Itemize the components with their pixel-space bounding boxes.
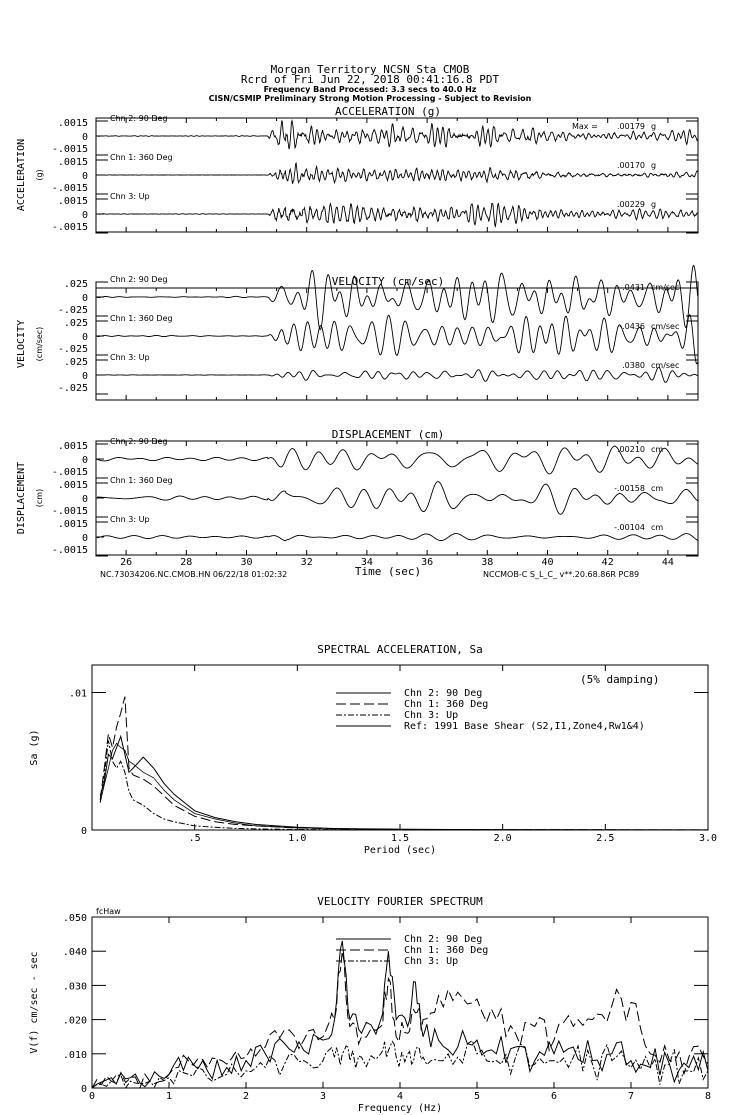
trace-max-unit: cm	[651, 523, 664, 532]
x-tick-label: 32	[300, 557, 313, 568]
trace-max-unit: g	[651, 161, 657, 170]
waveform-trace	[97, 315, 698, 364]
y-tick-top: .0015	[57, 441, 88, 452]
scale-bracket	[96, 522, 108, 556]
y-tick-top: .0015	[57, 196, 88, 207]
x-tick-label: 36	[421, 557, 434, 568]
y-tick-label: 0	[80, 1084, 87, 1095]
legend-label: Chn 2: 90 Deg	[404, 934, 483, 945]
panel-title: VELOCITY (cm/sec)	[331, 275, 445, 288]
x-tick-label: 44	[661, 557, 674, 568]
waveform-trace	[97, 120, 698, 149]
legend-label: Ref: 1991 Base Shear (S2,I1,Zone4,Rw1&4)	[404, 721, 645, 732]
y-tick-zero: 0	[81, 171, 88, 182]
y-tick-label: .040	[62, 947, 87, 959]
trace-max-unit: g	[651, 122, 657, 131]
trace-label: Chn 1: 360 Deg	[110, 314, 173, 323]
scale-bracket	[96, 160, 108, 194]
y-tick-label: .01	[68, 688, 87, 700]
legend-label: Chn 1: 360 Deg	[404, 945, 489, 956]
x-tick-label: 3	[319, 1091, 327, 1102]
x-tick-label: 1.5	[390, 833, 410, 844]
scale-bracket	[96, 121, 108, 155]
y-tick-top: .025	[63, 357, 88, 368]
velocity-fourier-spectrum-chart	[29, 895, 711, 1114]
waveform-trace	[97, 203, 698, 226]
x-tick-label: 2.5	[596, 833, 615, 844]
time-history-panels	[16, 105, 698, 556]
x-tick-label: 4	[396, 1091, 404, 1102]
y-axis-label: Sa (g)	[29, 729, 40, 766]
waveform-trace	[97, 482, 698, 515]
y-tick-top: .025	[63, 279, 88, 290]
x-tick-label: 42	[601, 557, 614, 568]
legend-label: Chn 3: Up	[404, 956, 459, 967]
x-tick-label: 30	[240, 557, 253, 568]
legend-label: Chn 3: Up	[404, 710, 459, 721]
y-axis-unit: (g)	[35, 169, 44, 181]
y-tick-label: .030	[62, 981, 87, 993]
y-tick-bottom: -.0015	[51, 183, 88, 194]
x-tick-label: 34	[360, 557, 373, 568]
scale-bracket-right	[686, 444, 698, 478]
y-axis-unit: (cm/sec)	[35, 326, 44, 362]
panel-title: ACCELERATION (g)	[335, 105, 441, 118]
x-tick-label: 28	[180, 557, 193, 568]
time-axis-label: Time (sec)	[354, 565, 422, 578]
trace-max-value: .00179	[617, 122, 645, 131]
waveform-trace	[97, 163, 698, 184]
trace-label: Chn 3: Up	[110, 353, 150, 362]
trace-max-value: -.0436	[619, 322, 645, 331]
y-tick-zero: 0	[81, 210, 88, 221]
y-tick-bottom: -.0015	[51, 506, 88, 517]
y-tick-bottom: -.0015	[51, 222, 88, 233]
series-line-2	[92, 1041, 708, 1088]
panel-velocity	[16, 266, 698, 401]
trace-label: Chn 1: 360 Deg	[110, 153, 173, 162]
header-station: Morgan Territory NCSN Sta CMOB	[270, 63, 470, 76]
trace-max-unit: cm	[651, 445, 664, 454]
series-line-3	[100, 743, 708, 830]
y-tick-top: .0015	[57, 118, 88, 129]
y-tick-top: .0015	[57, 480, 88, 491]
plot-frame	[92, 917, 708, 1088]
trace-max-value: -.00104	[614, 523, 645, 532]
trace-max-value: .00210	[617, 445, 645, 454]
y-tick-zero: 0	[81, 332, 88, 343]
corner-label: fcHaw	[96, 907, 121, 916]
trace-max-value: -.0431	[619, 283, 645, 292]
x-tick-label: 8	[704, 1091, 712, 1102]
footer-right: NCCMOB-C S_L_C_ v**.20.68.86R PC89	[483, 570, 640, 579]
chart-title: VELOCITY FOURIER SPECTRUM	[317, 895, 483, 908]
x-tick-label: 2.0	[493, 833, 512, 844]
y-tick-zero: 0	[81, 371, 88, 382]
trace-label: Chn 2: 90 Deg	[110, 437, 168, 446]
y-axis-label: VELOCITY	[16, 319, 27, 369]
x-axis-label: Frequency (Hz)	[357, 1103, 443, 1114]
trace-max-value: .00170	[617, 161, 645, 170]
x-tick-label: 1.0	[288, 833, 307, 844]
scale-bracket-right	[686, 282, 698, 316]
header	[209, 63, 532, 103]
scale-bracket	[96, 321, 108, 355]
trace-max-unit: cm/sec	[651, 322, 680, 331]
trace-max-value: -.00158	[614, 484, 645, 493]
panel-acceleration	[16, 105, 698, 233]
spectral-acceleration-chart	[29, 643, 717, 856]
x-tick-label: 7	[627, 1091, 635, 1102]
scale-bracket-right	[686, 160, 698, 194]
legend-label: Chn 2: 90 Deg	[404, 688, 483, 699]
series-line-0	[92, 941, 708, 1088]
y-tick-zero: 0	[81, 293, 88, 304]
damping-note: (5% damping)	[580, 673, 660, 686]
y-tick-label: .010	[62, 1049, 87, 1061]
trace-label: Chn 2: 90 Deg	[110, 114, 168, 123]
scale-bracket	[96, 483, 108, 517]
chart-title: SPECTRAL ACCELERATION, Sa	[317, 643, 483, 656]
header-record-time: Rcrd of Fri Jun 22, 2018 00:41:16.8 PDT	[240, 73, 500, 86]
scale-bracket-right	[686, 360, 698, 394]
x-tick-label: 5	[473, 1091, 481, 1102]
trace-max-unit: cm/sec	[651, 361, 680, 370]
x-tick-label: 1	[165, 1091, 173, 1102]
x-tick-label: 0	[88, 1091, 96, 1102]
y-tick-bottom: -.0015	[51, 467, 88, 478]
x-tick-label: 6	[550, 1091, 558, 1102]
trace-label: Chn 3: Up	[110, 515, 150, 524]
trace-max-value: .0380	[622, 361, 645, 370]
waveform-trace	[97, 534, 698, 541]
max-prefix: Max =	[572, 122, 598, 131]
y-tick-top: .025	[63, 318, 88, 329]
series-line-0	[100, 737, 708, 830]
trace-label: Chn 3: Up	[110, 192, 150, 201]
x-tick-label: 26	[120, 557, 133, 568]
y-tick-zero: 0	[81, 132, 88, 143]
y-tick-zero: 0	[81, 533, 88, 544]
scale-bracket	[96, 282, 108, 316]
y-tick-bottom: -.0015	[51, 545, 88, 556]
panel-displacement	[16, 428, 698, 556]
x-tick-label: 40	[541, 557, 554, 568]
y-tick-bottom: -.0015	[51, 144, 88, 155]
y-tick-bottom: -.025	[57, 344, 88, 355]
y-tick-label: .020	[62, 1015, 87, 1027]
legend-label: Chn 1: 360 Deg	[404, 699, 489, 710]
y-tick-bottom: -.025	[57, 305, 88, 316]
y-axis-unit: (cm)	[35, 488, 44, 508]
x-axis-label: Period (sec)	[363, 845, 437, 856]
x-tick-label: 3.0	[698, 833, 718, 844]
y-tick-zero: 0	[81, 455, 88, 466]
y-tick-top: .0015	[57, 519, 88, 530]
scale-bracket	[96, 199, 108, 233]
panel-title: DISPLACEMENT (cm)	[331, 428, 445, 441]
trace-label: Chn 1: 360 Deg	[110, 476, 173, 485]
y-tick-label: 0	[80, 826, 87, 837]
y-axis-label: V(f) cm/sec - sec	[29, 951, 40, 1054]
y-tick-zero: 0	[81, 494, 88, 505]
y-tick-label: .050	[62, 913, 87, 924]
x-tick-label: 2	[242, 1091, 250, 1102]
trace-label: Chn 2: 90 Deg	[110, 275, 168, 284]
trace-max-unit: cm/sec	[651, 283, 680, 292]
scale-bracket	[96, 360, 108, 394]
waveform-trace	[97, 367, 698, 382]
header-processing-note: CISN/CSMIP Preliminary Strong Motion Processing - Subject to Revision	[208, 94, 532, 103]
footer-left: NC.73034206.NC.CMOB.HN 06/22/18 01:02:32	[100, 570, 288, 579]
trace-max-unit: cm	[651, 484, 664, 493]
plot-frame	[92, 665, 708, 830]
trace-max-unit: g	[651, 200, 657, 209]
scale-bracket-right	[686, 199, 698, 233]
y-tick-top: .0015	[57, 157, 88, 168]
x-tick-label: 38	[481, 557, 494, 568]
y-axis-label: DISPLACEMENT	[16, 461, 27, 535]
x-tick-label: .5	[188, 833, 201, 844]
series-line-2	[100, 741, 708, 830]
waveform-trace	[97, 446, 698, 474]
trace-max-value: .00229	[617, 200, 645, 209]
y-tick-bottom: -.025	[57, 383, 88, 394]
y-axis-label: ACCELERATION	[16, 138, 27, 212]
header-frequency-band: Frequency Band Processed: 3.3 secs to 40.0 Hz	[263, 85, 477, 94]
time-axis	[100, 557, 674, 579]
